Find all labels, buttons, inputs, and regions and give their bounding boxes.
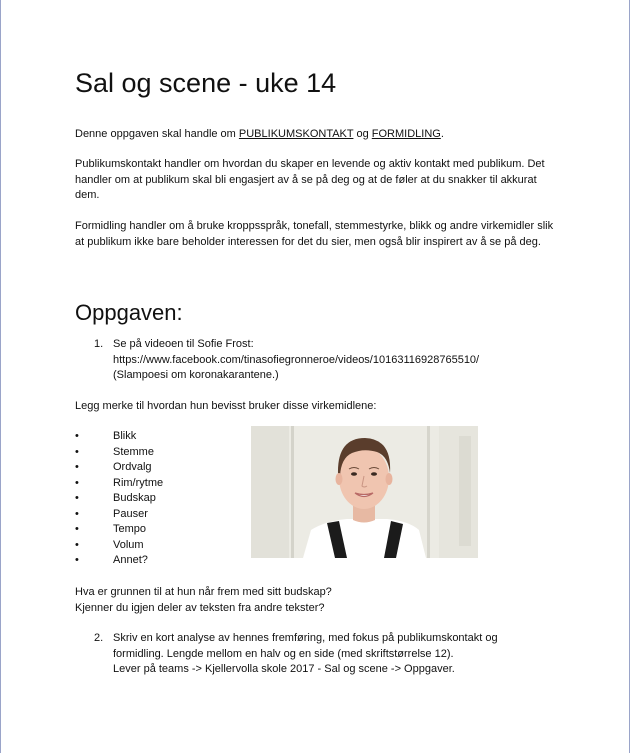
intro-suffix: . [440,128,444,140]
paragraph-publikumskontakt: Publikumskontakt handler om hvordan du skaper en levende og aktiv kontakt med publikum. Det handler om at publikum skal bli engasjert av å se på deg og at de føler at du snakker til akkurat dem. [75,158,545,201]
task-2-text [113,631,498,678]
devices-list [75,429,163,569]
task-2-line-3: Lever på teams -> Kjellervolla skole 2017 - Sal og scene -> Oppgaver. [113,663,455,675]
video-url[interactable]: https://www.facebook.com/tinasofiegronneroe/videos/10163116928765510/ [113,353,480,366]
task-1-line-1: Se på videoen til Sofie Frost: [113,338,254,350]
list-item: • Annet? [75,554,148,566]
list-item: • Ordvalg [75,461,152,473]
question-1: Hva er grunnen til at hun når frem med sitt budskap? [75,586,332,598]
question-2: Kjenner du igjen deler av teksten fra andre tekster? [75,601,325,614]
task-1-line-3: (Slampoesi om koronakarantene.) [113,369,279,381]
intro-middle: og [353,128,372,140]
notice-text: Legg merke til hvordan hun bevisst bruker disse virkemidlene: [75,400,377,412]
term-publikumskontakt: PUBLIKUMSKONTAKT [238,128,354,140]
video-thumbnail [251,426,478,558]
task-2-line-2: formidling. Lengde mellom en halv og en side (med skriftstørrelse 12). [113,647,454,660]
questions [75,585,332,616]
list-item: • Tempo [75,523,147,535]
list-item: • Stemme [75,445,154,458]
task-2-line-1: Skriv en kort analyse av hennes fremføring, med fokus på publikumskontakt og [113,632,498,644]
term-formidling: FORMIDLING [371,128,441,140]
paragraph-formidling: Formidling handler om å bruke kroppsspråk, tonefall, stemmestyrke, blikk og andre virkemidler slik at publikum ikke bare beholder interessen for det du sier, men også blir inspirert av å se på deg. [75,220,554,248]
page-title: Sal og scene - uke 14 [75,68,337,98]
task-1-number: 1. [94,338,104,350]
list-item: • Blikk [75,430,137,442]
task-2-number: 2. [94,632,104,644]
task-1-text [113,337,479,384]
list-item: • Budskap [75,492,156,504]
intro-prefix: Denne oppgaven skal handle om [75,128,239,140]
list-item: • Pauser [75,507,148,520]
list-item: • Volum [75,538,144,551]
list-item: • Rim/rytme [75,476,164,489]
intro-paragraph [75,127,555,143]
task-heading: Oppgaven: [75,300,183,325]
portrait-illustration [251,426,478,558]
